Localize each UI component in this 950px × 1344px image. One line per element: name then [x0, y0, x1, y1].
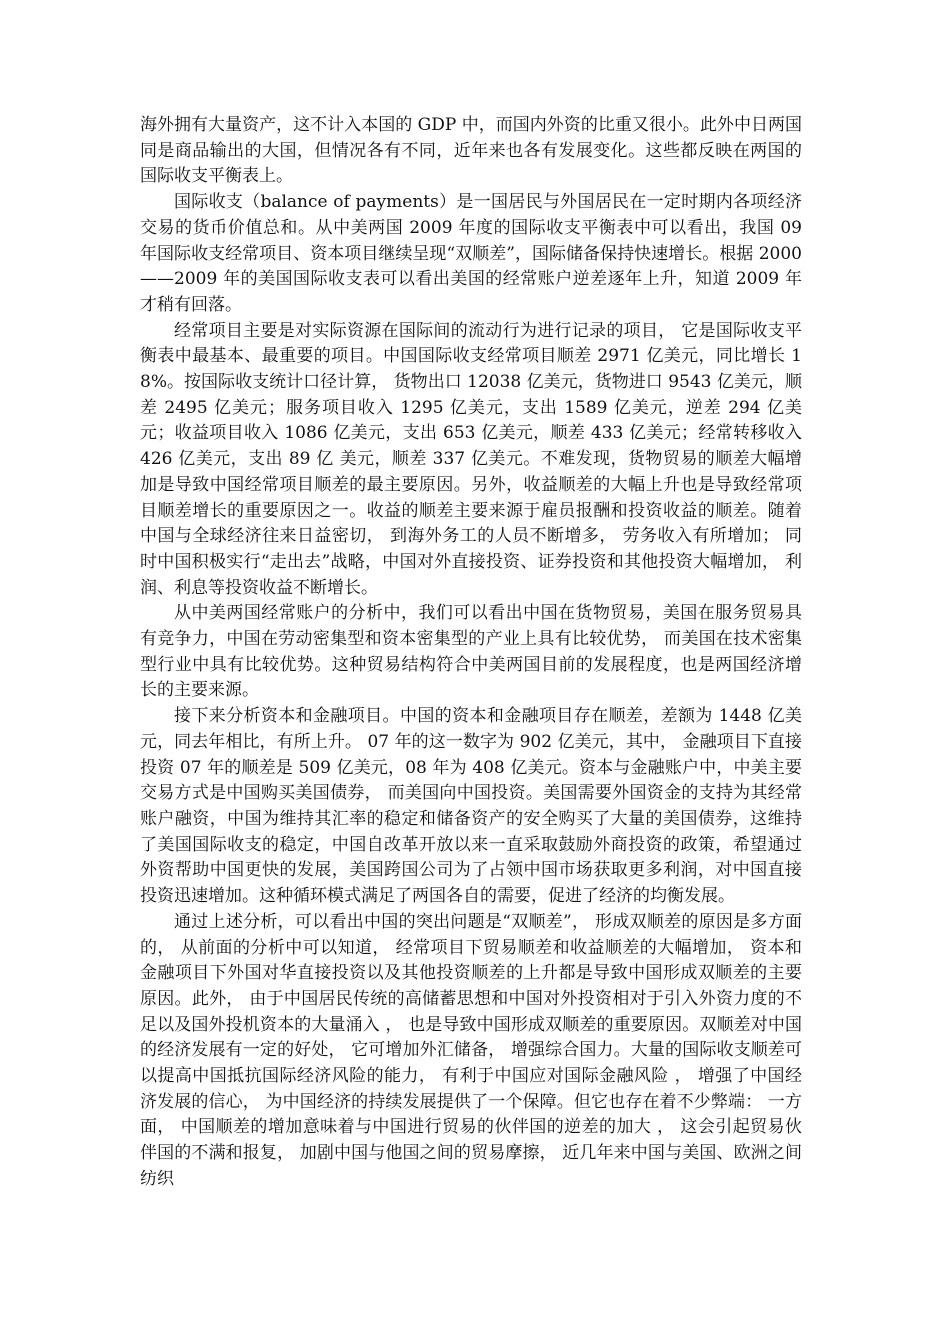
paragraph-4: 从中美两国经常账户的分析中，我们可以看出中国在货物贸易，美国在服务贸易具有竞争力，中国在劳动密集型和资本密集型的产业上具有比较优势， 而美国在技术密集型行业中具有比较优势。这种贸易结构符合中美两国目前的发展程度，也是两国经济增长的主要来源。: [140, 603, 802, 701]
paragraph-6: 通过上述分析，可以看出中国的突出问题是“双顺差”， 形成双顺差的原因是多方面的， 从前面的分析中可以知道， 经常项目下贸易顺差和收益顺差的大幅增加， 资本和金融项目下外国对华直接投资以及其他投资顺差的上升都是导致中国形成双顺差的主要原因。此外， 由于中国居民传统的高储蓄思想和中国对外投资相对于引入外资力度的不足以及国外投机资本的大量涌入 ， 也是导致中国形成双顺差的重要原因。双顺差对中国的经济发展有一定的好处， 它可增加外汇储备， 增强综合国力。大量的国际收支顺差可以提高中国抵抗国际经济风险的能力， 有利于中国应对国际金融风险 ， 增强了中国经济发展的信心， 为中国经济的持续发展提供了一个保障。但它也存在着不少弊端： 一方面， 中国顺差的增加意味着与中国进行贸易的伙伴国的逆差的加大 ， 这会引起贸易伙伴国的不满和报复， 加剧中国与他国之间的贸易摩擦， 近几年来中国与美国、欧洲之间纺织: [140, 911, 802, 1189]
document-body: [140, 113, 802, 1193]
paragraph-3: 经常项目主要是对实际资源在国际间的流动行为进行记录的项目， 它是国际收支平衡表中最基本、最重要的项目。中国国际收支经常项目顺差 2971 亿美元，同比增长 18%。按国际收支统计口径计算， 货物出口 12038 亿美元，货物进口 9543 亿美元，顺差 2495 亿美元；服务项目收入 1295 亿美元，支出 1589 亿美元，逆差 294 亿美元；收益项目收入 1086 亿美元，支出 653 亿美元，顺差 433 亿美元；经常转移收入 426 亿美元，支出 89 亿 美元，顺差 337 亿美元。不难发现，货物贸易的顺差大幅增加是导致中国经常项目顺差的最主要原因。另外，收益顺差的大幅上升也是导致经常项目顺差增长的重要原因之一。收益的顺差主要来源于雇员报酬和投资收益的顺差。随着中国与全球经济往来日益密切， 到海外务工的人员不断增多， 劳务收入有所增加； 同时中国积极实行“走出去”战略，中国对外直接投资、证券投资和其他投资大幅增加， 利润、利息等投资收益不断增长。: [140, 320, 802, 598]
paragraph-5: 接下来分析资本和金融项目。中国的资本和金融项目存在顺差，差额为 1448 亿美元，同去年相比，有所上升。 07 年的这一数字为 902 亿美元，其中， 金融项目下直接投资 07 年的顺差是 509 亿美元，08 年为 408 亿美元。资本与金融账户中，中美主要交易方式是中国购买美国债券， 而美国向中国投资。美国需要外国资金的支持为其经常账户融资，中国为维持其汇率的稳定和储备资产的安全购买了大量的美国债券，这维持了美国国际收支的稳定，中国自改革开放以来一直采取鼓励外商投资的政策，希望通过外资帮助中国更快的发展，美国跨国公司为了占领中国市场获取更多利润，对中国直接投资迅速增加。这种循环模式满足了两国各自的需要，促进了经济的均衡发展。: [140, 706, 802, 907]
paragraph-1: 海外拥有大量资产，这不计入本国的 GDP 中，而国内外资的比重又很小。此外中日两国同是商品输出的大国，但情况各有不同，近年来也各有发展变化。这些都反映在两国的国际收支平衡表上。: [140, 115, 802, 187]
paragraph-2: 国际收支（balance of payments）是一国居民与外国居民在一定时期内各项经济交易的货币价值总和。从中美两国 2009 年度的国际收支平衡表中可以看出，我国 09 年国际收支经常项目、资本项目继续呈现“双顺差”，国际储备保持快速增长。根据 2000——2009 年的美国国际收支表可以看出美国的经常账户逆差逐年上升，知道 2009 年才稍有回落。: [140, 192, 802, 315]
